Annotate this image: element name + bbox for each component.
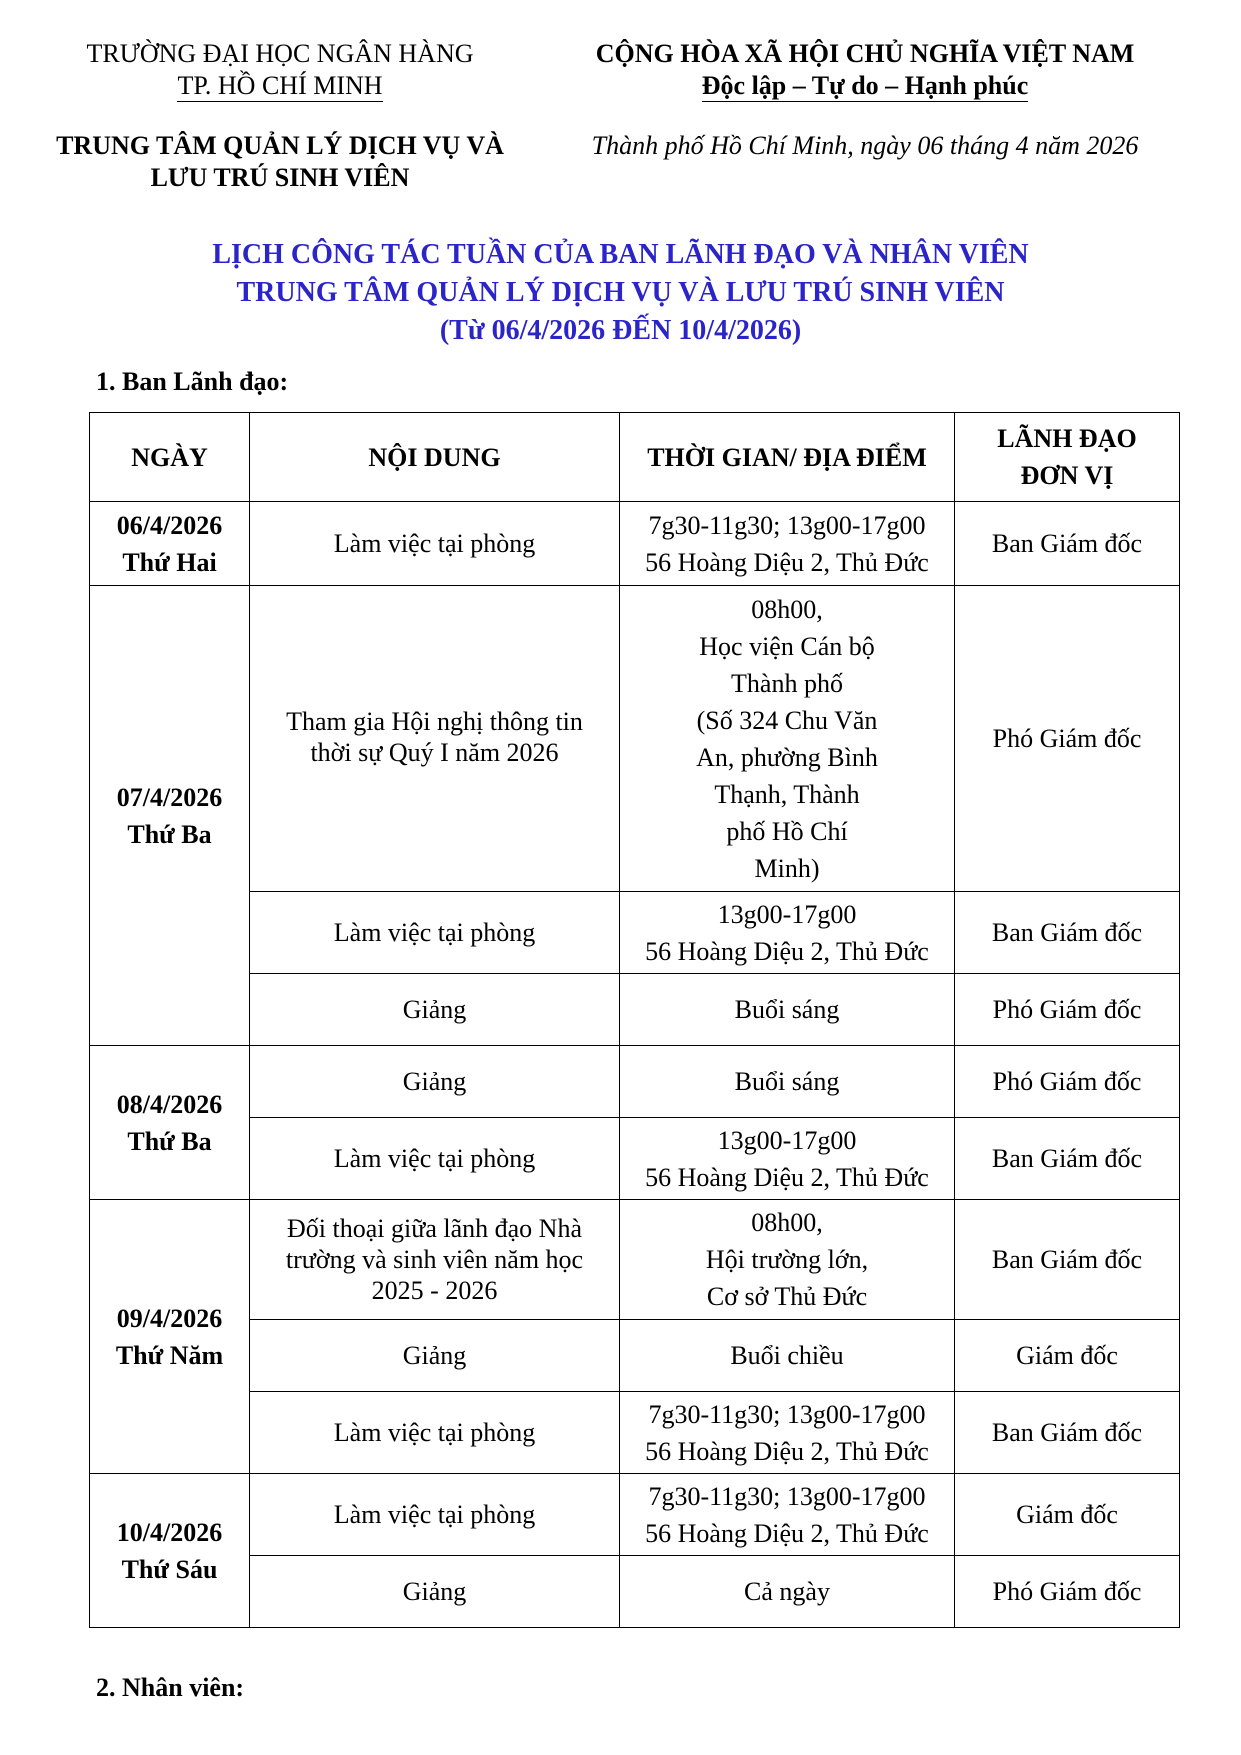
cell-text-line: thời sự Quý I năm 2026 <box>310 738 559 767</box>
cell-text-line: 56 Hoàng Diệu 2, Thủ Đức <box>645 1436 929 1466</box>
leader-cell: Ban Giám đốc <box>955 1118 1180 1200</box>
section-heading-leadership: 1. Ban Lãnh đạo: <box>96 367 289 396</box>
table-row <box>90 974 1180 1046</box>
time-place-cell <box>620 1200 955 1320</box>
content-cell <box>250 1556 620 1628</box>
time-place-cell <box>620 1320 955 1392</box>
day-cell: 07/4/2026 Thứ Ba <box>90 586 250 1046</box>
leader-cell: Giám đốc <box>955 1474 1180 1556</box>
content-cell <box>250 1474 620 1556</box>
cell-text-line: 7g30-11g30; 13g00-17g00 <box>648 1481 926 1511</box>
content-cell <box>250 1392 620 1474</box>
title-line1: LỊCH CÔNG TÁC TUẦN CỦA BAN LÃNH ĐẠO VÀ NHÂN VIÊN <box>212 239 1029 270</box>
time-place-cell <box>620 892 955 974</box>
document-title <box>0 236 1241 350</box>
table-row <box>90 1392 1180 1474</box>
content-cell <box>250 1320 620 1392</box>
cell-text-line: 2025 - 2026 <box>371 1276 498 1305</box>
national-motto: Độc lập – Tự do – Hạnh phúc <box>701 71 1029 100</box>
table-row <box>90 892 1180 974</box>
header-left <box>50 38 510 194</box>
table-row <box>90 1474 1180 1556</box>
title-line2: TRUNG TÂM QUẢN LÝ DỊCH VỤ VÀ LƯU TRÚ SINH VIÊN <box>236 277 1005 308</box>
table-row <box>90 1200 1180 1320</box>
content-cell <box>250 1046 620 1118</box>
cell-text-line: Làm việc tại phòng <box>333 529 536 558</box>
time-place-cell <box>620 1046 955 1118</box>
cell-text-line: Thành phố <box>731 668 843 698</box>
col-header-date: NGÀY <box>90 413 250 502</box>
cell-text-line: Giảng <box>402 1067 467 1096</box>
table-row <box>90 586 1180 892</box>
cell-text-line: 13g00-17g00 <box>717 1125 857 1155</box>
time-place-cell <box>620 1474 955 1556</box>
cell-text-line: 08h00, <box>751 594 823 624</box>
content-cell <box>250 586 620 892</box>
cell-text-line: 13g00-17g00 <box>717 899 857 929</box>
content-cell <box>250 974 620 1046</box>
leader-cell: Ban Giám đốc <box>955 1200 1180 1320</box>
cell-text-line: Buổi sáng <box>734 1067 840 1096</box>
unit-name-line1: TRUNG TÂM QUẢN LÝ DỊCH VỤ VÀ <box>56 131 504 160</box>
col-header-time-place: THỜI GIAN/ ĐỊA ĐIỂM <box>620 413 955 502</box>
leader-cell: Ban Giám đốc <box>955 502 1180 586</box>
cell-text-line: 7g30-11g30; 13g00-17g00 <box>648 510 926 540</box>
leader-cell: Ban Giám đốc <box>955 1392 1180 1474</box>
leader-cell: Phó Giám đốc <box>955 1046 1180 1118</box>
time-place-cell <box>620 974 955 1046</box>
table-row <box>90 502 1180 586</box>
time-place-cell <box>620 1118 955 1200</box>
cell-text-line: Cả ngày <box>744 1577 830 1606</box>
leader-cell: Phó Giám đốc <box>955 974 1180 1046</box>
cell-text-line: 56 Hoàng Diệu 2, Thủ Đức <box>645 1162 929 1192</box>
time-place-cell <box>620 502 955 586</box>
cell-text-line: Tham gia Hội nghị thông tin <box>286 707 583 736</box>
col-header-leader: LÃNH ĐẠO ĐƠN VỊ <box>955 413 1180 502</box>
cell-text-line: 56 Hoàng Diệu 2, Thủ Đức <box>645 547 929 577</box>
cell-text-line: An, phường Bình <box>696 742 878 772</box>
cell-text-line: Hội trường lớn, <box>705 1245 869 1274</box>
time-place-cell <box>620 1556 955 1628</box>
header-right <box>540 38 1190 162</box>
table-row <box>90 1320 1180 1392</box>
unit-name-line2: LƯU TRÚ SINH VIÊN <box>150 163 410 192</box>
time-place-cell <box>620 586 955 892</box>
cell-text-line: Làm việc tại phòng <box>333 1418 536 1447</box>
cell-text-line: Làm việc tại phòng <box>333 1500 536 1529</box>
table-row <box>90 1118 1180 1200</box>
cell-text-line: Giảng <box>402 1577 467 1606</box>
cell-text-line: Buổi chiều <box>730 1341 844 1370</box>
content-cell <box>250 1118 620 1200</box>
cell-text-line: Làm việc tại phòng <box>333 1144 536 1173</box>
schedule-table <box>89 412 1180 1628</box>
cell-text-line: Giảng <box>402 1341 467 1370</box>
day-cell: 10/4/2026 Thứ Sáu <box>90 1474 250 1628</box>
cell-text-line: Thạnh, Thành <box>714 779 860 809</box>
cell-text-line: phố Hồ Chí <box>726 816 848 846</box>
day-cell: 06/4/2026 Thứ Hai <box>90 502 250 586</box>
cell-text-line: 08h00, <box>751 1208 823 1237</box>
content-cell <box>250 892 620 974</box>
school-city: TP. HỒ CHÍ MINH <box>177 71 383 100</box>
title-line3: (Từ 06/4/2026 ĐẾN 10/4/2026) <box>439 315 802 346</box>
content-cell <box>250 502 620 586</box>
table-header-row <box>90 413 1180 502</box>
cell-text-line: Giảng <box>402 995 467 1024</box>
cell-text-line: Buổi sáng <box>734 995 840 1024</box>
section-heading-staff: 2. Nhân viên: <box>96 1673 245 1702</box>
content-cell <box>250 1200 620 1320</box>
leader-cell: Giám đốc <box>955 1320 1180 1392</box>
leader-cell: Ban Giám đốc <box>955 892 1180 974</box>
cell-text-line: Làm việc tại phòng <box>333 918 536 947</box>
cell-text-line: 56 Hoàng Diệu 2, Thủ Đức <box>645 1518 929 1548</box>
cell-text-line: Học viện Cán bộ <box>699 631 875 661</box>
cell-text-line: Đối thoại giữa lãnh đạo Nhà <box>287 1214 582 1243</box>
school-name: TRƯỜNG ĐẠI HỌC NGÂN HÀNG <box>86 39 474 68</box>
time-place-cell <box>620 1392 955 1474</box>
day-cell: 08/4/2026 Thứ Ba <box>90 1046 250 1200</box>
table-row <box>90 1046 1180 1118</box>
cell-text-line: Minh) <box>754 853 820 883</box>
leader-cell: Phó Giám đốc <box>955 1556 1180 1628</box>
cell-text-line: Cơ sở Thủ Đức <box>706 1282 868 1311</box>
national-title: CỘNG HÒA XÃ HỘI CHỦ NGHĨA VIỆT NAM <box>595 39 1135 68</box>
table-row <box>90 1556 1180 1628</box>
date-line: Thành phố Hồ Chí Minh, ngày 06 tháng 4 năm 2026 <box>591 131 1139 160</box>
cell-text-line: trường và sinh viên năm học <box>285 1245 584 1274</box>
cell-text-line: (Số 324 Chu Văn <box>696 705 878 735</box>
leader-cell: Phó Giám đốc <box>955 586 1180 892</box>
cell-text-line: 7g30-11g30; 13g00-17g00 <box>648 1399 926 1429</box>
day-cell: 09/4/2026 Thứ Năm <box>90 1200 250 1474</box>
cell-text-line: 56 Hoàng Diệu 2, Thủ Đức <box>645 936 929 966</box>
col-header-content: NỘI DUNG <box>250 413 620 502</box>
